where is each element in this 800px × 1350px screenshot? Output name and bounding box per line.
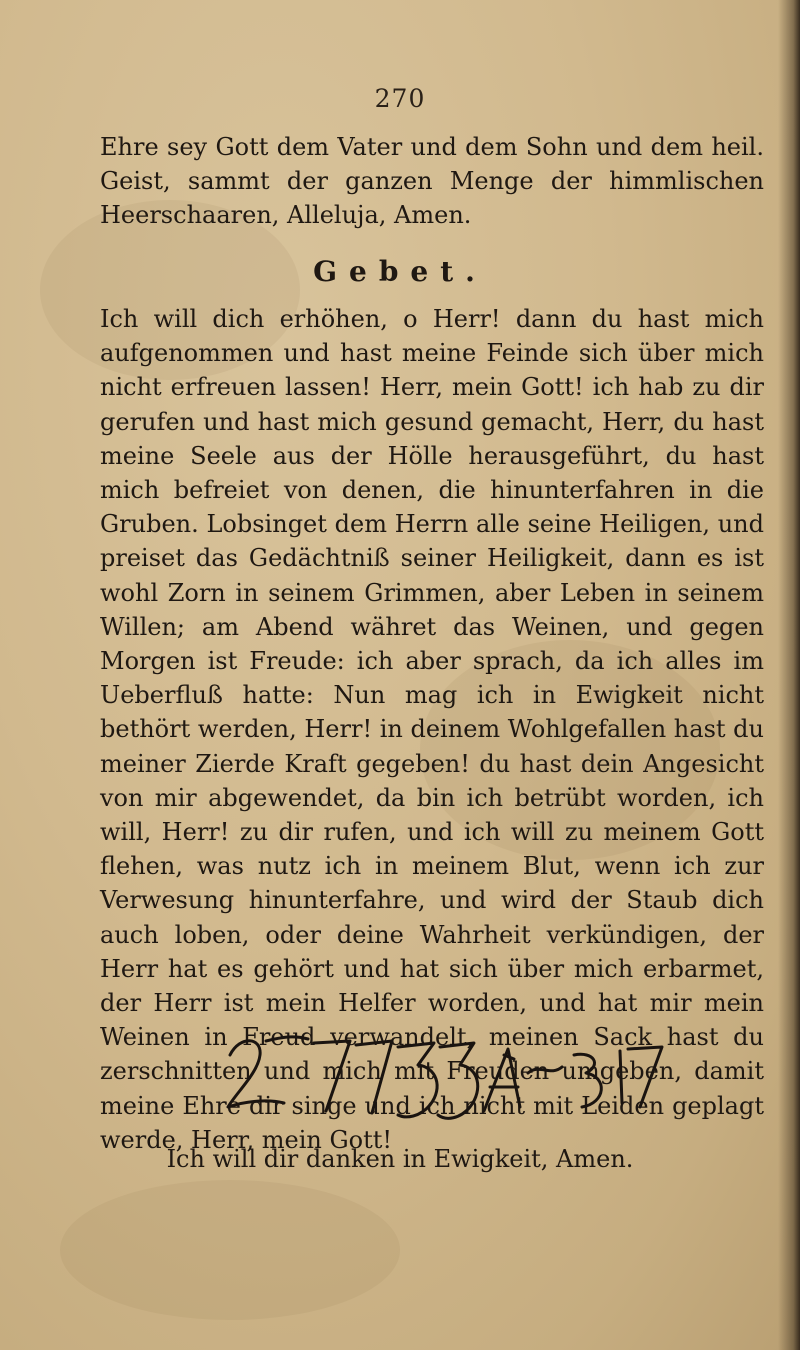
doxology-paragraph: Ehre sey Gott dem Vater und dem Sohn und dem heil. Geist, sammt der ganzen Menge der himmlischen Heerschaaren, Alleluja, Amen. [100, 133, 764, 230]
section-heading: Gebet. [313, 255, 487, 288]
paper-stain [60, 1180, 400, 1320]
prayer-paragraph: Ich will dich erhöhen, o Herr! dann du hast mich aufgenommen und hast meine Feinde sich über mich nicht erfreuen lassen! Herr, mein Gott! ich hab zu dir gerufen und hast mich gesund gemacht, Herr, du hast meine Seele aus der Hölle herausgeführt, du hast mich befreiet von denen, die hinunterfahren in die Gruben. Lobsinget dem Herrn alle seine Heiligen, und preiset das Gedächtniß seiner Heiligkeit, dann es ist wohl Zorn in seinem Grimmen, aber Leben in seinem Willen; am Abend währet das Weinen, und gegen Morgen ist Freude: ich aber sprach, da ich alles im Ueberfluß hatte: Nun mag ich in Ewigkeit nicht bethört werden, Herr! in deinem Wohlgefallen hast du meiner Zierde Kraft gegeben! du hast dein Angesicht von mir abgewendet, da bin ich betrübt worden, ich will, Herr! zu dir rufen, und ich will zu meinem Gott flehen, was nutz ich in meinem Blut, wenn ich zur Verwesung hinunterfahre, und wird der Staub dich auch loben, oder deine Wahrheit verkündigen, der Herr hat es gehört und hat sich über mich erbarmet, der Herr ist mein Helfer worden, und hat mir mein Weinen in Freud verwandelt, meinen Sack hast du zerschnitten und mich mit Freuden umgeben, damit meine Ehre dir singe und ich nicht mit Leiden geplagt werde, Herr, mein Gott! [100, 305, 764, 1154]
handwritten-shelfmark-drawing [222, 1015, 682, 1135]
binding-shadow [778, 0, 800, 1350]
closing-line: Ich will dir danken in Ewigkeit, Amen. [166, 1145, 634, 1173]
handwritten-shelfmark [222, 1015, 682, 1135]
page-number: 270 [374, 84, 426, 113]
